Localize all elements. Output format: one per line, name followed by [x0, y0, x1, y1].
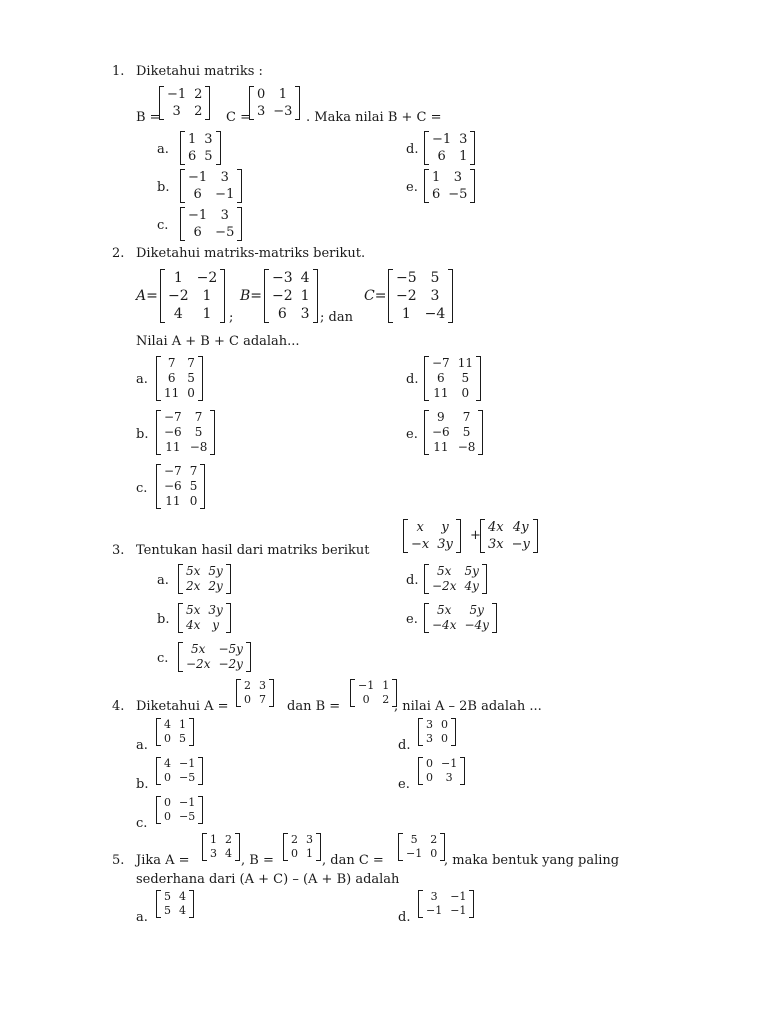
matrix-right-bracket — [235, 833, 240, 861]
matrix-cell: 4x — [186, 618, 201, 632]
matrix-cell: 3 — [430, 288, 440, 304]
matrix-cell: 2y — [208, 579, 223, 593]
matrix-cell: 1 — [179, 718, 186, 731]
matrix-cell: 3 — [210, 847, 217, 860]
q3-text: Tentukan hasil dari matriks berikut — [136, 543, 370, 558]
q2-matrix-b — [264, 269, 318, 323]
q3-option-c-letter: c. — [157, 651, 169, 666]
matrix-cell: −4x — [432, 618, 457, 632]
matrix-cell: 7 — [462, 410, 471, 424]
matrix-cell: 5 — [164, 904, 171, 917]
matrix-cell: −8 — [457, 440, 476, 454]
matrix-cell: 5 — [461, 371, 470, 385]
matrix-cell: −5 — [396, 270, 417, 286]
matrix-cell: 0 — [362, 693, 370, 706]
q4-option-e-matrix — [418, 757, 465, 785]
q4-tail: , nilai A – 2B adalah ... — [394, 699, 542, 714]
q3-matrix-1 — [403, 519, 461, 553]
matrix-cell: 0 — [461, 386, 470, 400]
q5-c-label: , dan C = — [322, 853, 384, 868]
matrix-cell: 1 — [278, 87, 287, 102]
matrix-cell: 11 — [433, 440, 449, 454]
matrix-right-bracket — [295, 86, 300, 120]
matrix-right-bracket — [470, 169, 475, 203]
matrix-cell: 0 — [164, 796, 171, 809]
matrix-cell: 5x — [186, 564, 201, 578]
q2-option-d-matrix — [424, 356, 481, 401]
matrix-cell: 2 — [194, 87, 203, 102]
q2-option-c-letter: c. — [136, 481, 148, 496]
matrix-cell: −5 — [179, 810, 196, 823]
q3-option-c-matrix — [178, 642, 251, 672]
matrix-cell: x — [416, 520, 424, 535]
matrix-cell: −2 — [168, 288, 189, 304]
matrix-cell: 4y — [512, 520, 529, 535]
q1-option-b-matrix — [180, 169, 242, 203]
matrix-cell: 1 — [300, 288, 310, 304]
matrix-cell: 4y — [464, 579, 479, 593]
matrix-cell: 0 — [244, 693, 251, 706]
q3-option-b-matrix — [178, 603, 231, 633]
matrix-cell: 7 — [167, 356, 176, 370]
matrix-cell: 3 — [220, 208, 229, 223]
matrix-right-bracket — [313, 269, 318, 323]
matrix-cell: 5x — [437, 564, 452, 578]
matrix-cell: 1 — [432, 170, 441, 185]
matrix-right-bracket — [198, 757, 203, 785]
q5-line2: sederhana dari (A + C) – (A + B) adalah — [136, 872, 400, 887]
matrix-right-bracket — [237, 169, 242, 203]
matrix-cell: −5 — [215, 225, 235, 240]
matrix-cell: 2 — [382, 693, 390, 706]
matrix-cell: 3 — [300, 306, 310, 322]
q2-b-label: B= — [240, 288, 263, 304]
q5-option-d-matrix — [418, 890, 474, 918]
q4-matrix-b — [350, 679, 397, 707]
matrix-cell: 5x — [186, 603, 201, 617]
matrix-right-bracket — [189, 890, 194, 918]
matrix-cell: 11 — [433, 386, 449, 400]
matrix-cell: 0 — [430, 847, 438, 860]
matrix-cell: −1 — [179, 757, 196, 770]
matrix-right-bracket — [237, 207, 242, 241]
q4-option-c-letter: c. — [136, 816, 148, 831]
matrix-cell: 11 — [457, 356, 473, 370]
q3-plus: + — [470, 528, 481, 543]
matrix-cell: 6 — [193, 187, 202, 202]
q2-matrix-a — [160, 269, 225, 323]
q2-option-c-matrix — [156, 464, 205, 509]
matrix-cell: 0 — [426, 757, 433, 770]
matrix-cell: 11 — [164, 386, 180, 400]
matrix-cell: 3 — [453, 170, 462, 185]
matrix-right-bracket — [226, 564, 231, 594]
q2-ask: Nilai A + B + C adalah... — [136, 334, 300, 349]
q3-option-a-matrix — [178, 564, 231, 594]
matrix-cell: 5x — [437, 603, 452, 617]
q1-option-a-letter: a. — [157, 142, 169, 157]
q2-option-e-matrix — [424, 410, 483, 455]
matrix-right-bracket — [478, 410, 483, 455]
matrix-cell: 5 — [187, 371, 195, 385]
matrix-cell: −1 — [441, 757, 458, 770]
q5-option-d-letter: d. — [398, 910, 411, 925]
matrix-cell: 3 — [257, 104, 266, 119]
matrix-right-bracket — [451, 718, 456, 746]
matrix-cell: 4 — [179, 890, 186, 903]
q1-matrix-b — [159, 86, 210, 120]
matrix-cell: 1 — [401, 306, 411, 322]
q1-matrix-c — [249, 86, 300, 120]
matrix-cell: −1 — [358, 679, 375, 692]
matrix-cell: 3 — [306, 833, 313, 846]
matrix-cell: −1 — [188, 170, 208, 185]
q3-option-e-matrix — [424, 603, 497, 633]
matrix-cell: −7 — [432, 356, 450, 370]
matrix-cell: 0 — [441, 732, 448, 745]
matrix-cell: 1 — [202, 288, 212, 304]
matrix-cell: 2 — [225, 833, 232, 846]
q3-number: 3. — [112, 543, 125, 558]
matrix-cell: −8 — [189, 440, 208, 454]
matrix-cell: 4 — [173, 306, 183, 322]
matrix-cell: 7 — [187, 356, 195, 370]
matrix-cell: 0 — [164, 732, 171, 745]
q3-option-e-letter: e. — [406, 612, 418, 627]
q4-option-d-matrix — [418, 718, 456, 746]
q3-option-d-letter: d. — [406, 573, 419, 588]
matrix-cell: 1 — [188, 132, 197, 147]
q5-number: 5. — [112, 853, 125, 868]
matrix-cell: 3y — [208, 603, 223, 617]
q3-matrix-2 — [480, 519, 538, 553]
matrix-right-bracket — [482, 564, 487, 594]
matrix-cell: y — [212, 618, 219, 632]
matrix-cell: 4 — [164, 718, 171, 731]
matrix-right-bracket — [469, 890, 474, 918]
q2-c-label: C= — [364, 288, 387, 304]
matrix-cell: −1 — [450, 904, 467, 917]
matrix-right-bracket — [456, 519, 461, 553]
matrix-cell: 1 — [173, 270, 183, 286]
q2-option-b-matrix — [156, 410, 215, 455]
matrix-cell: −2y — [218, 657, 243, 671]
matrix-right-bracket — [492, 603, 497, 633]
q1-option-e-letter: e. — [406, 180, 418, 195]
matrix-cell: 1 — [306, 847, 313, 860]
matrix-cell: 2 — [194, 104, 203, 119]
matrix-right-bracket — [198, 796, 203, 824]
matrix-cell: 3y — [437, 537, 453, 552]
matrix-cell: −2 — [196, 270, 218, 286]
matrix-cell: 0 — [257, 87, 266, 102]
q4-option-a-matrix — [156, 718, 194, 746]
matrix-cell: 4x — [488, 520, 504, 535]
matrix-cell: 3 — [172, 104, 181, 119]
q2-number: 2. — [112, 246, 125, 261]
matrix-cell: 7 — [189, 464, 198, 478]
q2-sep1: ; — [229, 310, 234, 325]
matrix-cell: −2 — [272, 288, 293, 304]
matrix-cell: −y — [511, 537, 530, 552]
matrix-cell: 9 — [437, 410, 445, 424]
q5-option-a-matrix — [156, 890, 194, 918]
matrix-cell: −7 — [164, 464, 182, 478]
q3-option-b-letter: b. — [157, 612, 170, 627]
q2-option-a-letter: a. — [136, 372, 148, 387]
matrix-cell: 1 — [382, 679, 390, 692]
matrix-right-bracket — [226, 603, 231, 633]
matrix-cell: 5 — [430, 270, 440, 286]
matrix-cell: −1 — [215, 187, 235, 202]
matrix-right-bracket — [460, 757, 465, 785]
matrix-cell: 0 — [187, 386, 195, 400]
q5-tail: , maka bentuk yang paling — [444, 853, 620, 868]
matrix-cell: 4 — [225, 847, 232, 860]
q1-option-d-letter: d. — [406, 142, 419, 157]
matrix-right-bracket — [210, 410, 215, 455]
q2-text: Diketahui matriks-matriks berikut. — [136, 246, 366, 261]
q1-option-e-matrix — [424, 169, 475, 203]
q5-b-label: , B = — [241, 853, 274, 868]
q1-option-d-matrix — [424, 131, 475, 165]
matrix-right-bracket — [269, 679, 274, 707]
q4-option-b-letter: b. — [136, 777, 149, 792]
matrix-cell: 0 — [189, 494, 198, 508]
q4-option-d-letter: d. — [398, 738, 411, 753]
q5-text: Jika A = — [136, 853, 190, 868]
matrix-cell: 5 — [410, 833, 418, 846]
matrix-cell: −1 — [188, 208, 208, 223]
matrix-cell: 6 — [188, 149, 197, 164]
matrix-cell: 5 — [194, 425, 203, 439]
q1-text: Diketahui matriks : — [136, 64, 263, 79]
matrix-cell: 0 — [426, 771, 433, 784]
matrix-cell: 5 — [204, 149, 213, 164]
matrix-cell: 5y — [208, 564, 223, 578]
matrix-cell: 0 — [164, 810, 171, 823]
matrix-cell: −6 — [432, 425, 450, 439]
matrix-cell: −7 — [164, 410, 182, 424]
matrix-cell: 5 — [179, 732, 186, 745]
matrix-cell: 6 — [437, 149, 446, 164]
q2-sep2: ; dan — [320, 310, 353, 325]
q2-matrix-c — [388, 269, 453, 323]
matrix-cell: 0 — [291, 847, 298, 860]
matrix-cell: −4y — [464, 618, 489, 632]
matrix-cell: 3 — [426, 732, 433, 745]
matrix-cell: 7 — [194, 410, 203, 424]
q4-number: 4. — [112, 699, 125, 714]
matrix-cell: 1 — [210, 833, 217, 846]
matrix-cell: −3 — [273, 104, 293, 119]
q2-option-a-matrix — [156, 356, 203, 401]
q1-option-c-letter: c. — [157, 218, 169, 233]
matrix-right-bracket — [448, 269, 453, 323]
matrix-cell: 2 — [244, 679, 251, 692]
q5-matrix-a — [202, 833, 240, 861]
matrix-cell: 4 — [179, 904, 186, 917]
matrix-cell: 1 — [202, 306, 212, 322]
matrix-cell: 2 — [430, 833, 438, 846]
matrix-right-bracket — [198, 356, 203, 401]
matrix-cell: 3 — [445, 771, 453, 784]
matrix-cell: 6 — [193, 225, 202, 240]
matrix-cell: 6 — [432, 187, 441, 202]
matrix-cell: y — [441, 520, 449, 535]
matrix-right-bracket — [476, 356, 481, 401]
matrix-cell: 6 — [167, 371, 176, 385]
matrix-cell: −5y — [218, 642, 243, 656]
matrix-cell: −1 — [179, 796, 196, 809]
matrix-cell: 5y — [469, 603, 484, 617]
q5-matrix-c — [398, 833, 445, 861]
matrix-cell: −6 — [164, 425, 182, 439]
matrix-cell: 2 — [291, 833, 298, 846]
matrix-cell: −4 — [424, 306, 446, 322]
q2-option-e-letter: e. — [406, 427, 418, 442]
q1-option-b-letter: b. — [157, 180, 170, 195]
q4-text: Diketahui A = — [136, 699, 229, 714]
matrix-cell: 3 — [430, 890, 438, 903]
matrix-cell: 6 — [437, 371, 445, 385]
matrix-cell: 5y — [464, 564, 479, 578]
matrix-cell: −2x — [186, 657, 211, 671]
matrix-cell: −1 — [426, 904, 443, 917]
matrix-cell: −x — [411, 537, 430, 552]
matrix-cell: −2x — [432, 579, 457, 593]
matrix-right-bracket — [470, 131, 475, 165]
matrix-cell: 0 — [441, 718, 448, 731]
q1-option-a-matrix — [180, 131, 221, 165]
matrix-cell: −2 — [396, 288, 417, 304]
matrix-cell: −1 — [432, 132, 452, 147]
matrix-right-bracket — [216, 131, 221, 165]
matrix-right-bracket — [205, 86, 210, 120]
matrix-cell: −5 — [179, 771, 196, 784]
q5-matrix-b — [283, 833, 321, 861]
matrix-cell: 3x — [488, 537, 504, 552]
q1-c-label: C = — [226, 110, 251, 125]
matrix-right-bracket — [246, 642, 251, 672]
q2-option-b-letter: b. — [136, 427, 149, 442]
matrix-cell: 5 — [462, 425, 471, 439]
matrix-cell: −3 — [272, 270, 293, 286]
matrix-cell: 5 — [164, 890, 171, 903]
q2-a-label: A= — [136, 288, 158, 304]
matrix-cell: 1 — [459, 149, 468, 164]
q1-number: 1. — [112, 64, 125, 79]
matrix-cell: −1 — [450, 890, 467, 903]
matrix-right-bracket — [220, 269, 225, 323]
matrix-cell: 4 — [300, 270, 310, 286]
matrix-right-bracket — [533, 519, 538, 553]
matrix-cell: 2x — [186, 579, 201, 593]
q4-matrix-a — [236, 679, 274, 707]
q3-option-d-matrix — [424, 564, 487, 594]
matrix-cell: −1 — [167, 87, 187, 102]
matrix-cell: 3 — [459, 132, 468, 147]
matrix-cell: 7 — [259, 693, 266, 706]
q2-option-d-letter: d. — [406, 372, 419, 387]
q1-option-c-matrix — [180, 207, 242, 241]
matrix-cell: 3 — [426, 718, 433, 731]
matrix-cell: 3 — [220, 170, 229, 185]
matrix-right-bracket — [189, 718, 194, 746]
matrix-cell: −5 — [448, 187, 468, 202]
matrix-cell: 0 — [164, 771, 171, 784]
matrix-cell: 11 — [165, 494, 181, 508]
matrix-right-bracket — [316, 833, 321, 861]
q3-option-a-letter: a. — [157, 573, 169, 588]
q1-tail: . Maka nilai B + C = — [306, 110, 442, 125]
matrix-cell: 4 — [164, 757, 171, 770]
matrix-cell: 6 — [277, 306, 287, 322]
matrix-cell: 5 — [189, 479, 198, 493]
q4-option-b-matrix — [156, 757, 203, 785]
matrix-cell: 3 — [204, 132, 213, 147]
q4-option-a-letter: a. — [136, 738, 148, 753]
q5-option-a-letter: a. — [136, 910, 148, 925]
matrix-cell: 3 — [259, 679, 266, 692]
matrix-cell: 11 — [165, 440, 181, 454]
q1-b-label: B = — [136, 110, 161, 125]
q4-mid: dan B = — [287, 699, 341, 714]
q4-option-e-letter: e. — [398, 777, 410, 792]
matrix-cell: −6 — [164, 479, 182, 493]
q4-option-c-matrix — [156, 796, 203, 824]
matrix-right-bracket — [200, 464, 205, 509]
matrix-cell: −1 — [406, 847, 423, 860]
matrix-cell: 5x — [191, 642, 206, 656]
